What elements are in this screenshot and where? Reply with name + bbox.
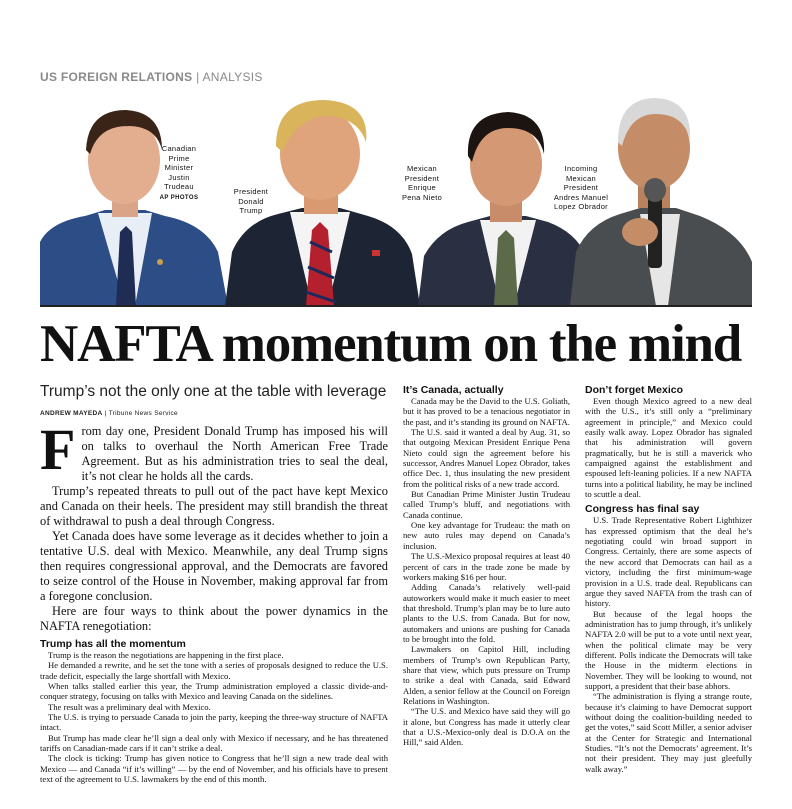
body-paragraph: The U.S. said it wanted a deal by Aug. 31, so that outgoing Mexican President Enrique Pena Nieto could sign the agreement before his successor, Andres Manuel Lopez Obrador, takes office Dec. 1, thus insulating the new president from the political risks of a new trade accord. bbox=[403, 427, 570, 489]
caption-line: Justin bbox=[168, 172, 190, 182]
body-paragraph: “The U.S. and Mexico have said they will go it alone, but Congress has made it utterly clear that a U.S.-Mexico-only deal is D.O.A on the Hill,” said Alden. bbox=[403, 706, 570, 748]
caption-line: Mexican bbox=[406, 164, 438, 173]
subhead: It’s Canada, actually bbox=[403, 384, 504, 396]
body-paragraph: One key advantage for Trudeau: the math on new auto rules may depend on Canada’s inclusion. bbox=[403, 520, 570, 551]
caption-pena-nieto bbox=[396, 164, 448, 202]
caption-line: Prime bbox=[168, 153, 190, 163]
section-name: US FOREIGN RELATIONS bbox=[40, 70, 193, 84]
section-divider: | bbox=[196, 70, 200, 84]
byline bbox=[40, 410, 178, 417]
body-paragraph: When talks stalled earlier this year, the Trump administration employed a classic divide-and-conquer strategy, focusing on talks with Mexico and leaving Canada on the sidelines. bbox=[40, 681, 388, 702]
body-paragraph: But Canadian Prime Minister Justin Trudeau called Trump’s bluff, and negotiations with Canada continue. bbox=[403, 489, 570, 520]
body-paragraph: U.S. Trade Representative Robert Lighthizer has expressed optimism that the deal he’s negotiating could win broad support in Congress. Certainly, there are some aspects of the new accord that Democrats can hail as a victory, including the first minimum-wage provision in a U.S. trade deal. Republicans can argue they saved NAFTA from the trash can of history. bbox=[585, 515, 752, 609]
caption-line: President bbox=[563, 183, 599, 192]
subhead: Congress has final say bbox=[585, 503, 700, 516]
body-paragraph: Even though Mexico agreed to a new deal with the U.S., it’s still only a “preliminary agreement in principle,” and Mexico could easily walk away. Lopez Obrador has signaled that his administration will govern pragmatically, but he is still a maverick who campaigned against the establishment and espoused left-leaning policies. If a new NAFTA turns into a political liability, he may be inclined to scuttle a deal. bbox=[585, 396, 752, 500]
lead-paragraph: Yet Canada does have some leverage as it decides whether to join a tentative U.S. deal with Mexico. Meanwhile, any deal Trump signs then requires congressional approval, and the Democrats are favored to seize control of the House in November, making approval far from a foregone conclusion. bbox=[40, 529, 388, 603]
caption-line: Trudeau bbox=[164, 182, 194, 191]
deck: Trump’s not the only one at the table with leverage bbox=[40, 383, 387, 400]
photo-strip bbox=[40, 92, 752, 306]
subhead: Trump has all the momentum bbox=[40, 638, 186, 650]
body-paragraph: But because of the legal hoops the administration has to jump through, it’s unlikely NAFTA 2.0 will be put to a vote until next year, when the political climate may be very different. Polls indicate the Democrats will take the House in the midterm elections in November. They will be looking to wound, not support, a president that their base abhors. bbox=[585, 608, 752, 691]
caption-line: Trump bbox=[239, 206, 263, 215]
body-paragraph: The U.S.-Mexico proposal requires at least 40 percent of cars in the trade zone be made by workers making $16 per hour. bbox=[403, 551, 570, 582]
column-mexico-congress bbox=[585, 384, 752, 774]
body-paragraph: But Trump has made clear he’ll sign a deal only with Mexico if necessary, and he has threatened tariffs on Canadian-made cars if it can’t strike a deal. bbox=[40, 732, 388, 754]
caption-trudeau bbox=[154, 144, 204, 203]
byline-divider: | bbox=[104, 410, 107, 417]
body-paragraph: The result was a preliminary deal with Mexico. bbox=[48, 701, 211, 712]
caption-line: Incoming bbox=[564, 164, 598, 173]
lead-paragraph: Trump’s repeated threats to pull out of the pact have kept Mexico and Canada on their heels. The president may still brandish the threat of withdrawal to push a deal through Congress. bbox=[40, 484, 388, 528]
lead-paragraph-text: rom day one, President Donald Trump has imposed his will on talks to overhaul the North American Free Trade Agreement. But as his administration tries to seal the deal, it’s not clear he holds all the cards. bbox=[81, 424, 388, 483]
body-paragraph: He demanded a rewrite, and he set the tone with a series of proposals designed to reduce the U.S. trade deficit, especially the large shortfall with Mexico. bbox=[40, 660, 388, 681]
body-paragraph: The clock is ticking: Trump has given notice to Congress that he’ll sign a new trade deal with Mexico — and Canada “if it’s willing” — by the end of November, and his officials have to present text of the agreement to U.S. lawmakers by the end of this month. bbox=[40, 753, 388, 785]
body-paragraph: “The administration is flying a strange route, because it’s claiming to have Democrat support without doing the coalition-building needed to get the votes,” said Scott Miller, a senior adviser at the Center for Strategic and International Studies. “It’s not the Democrats’ agreement. It’s not their president. They may just gleefully walk away.” bbox=[585, 691, 752, 774]
caption-line: Pena Nieto bbox=[401, 192, 443, 202]
caption-line: Lopez Obrador bbox=[554, 202, 608, 211]
body-paragraph: Adding Canada’s relatively well-paid autoworkers would make it much easier to meet that threshold. Trump’s plan may be to lure auto plants to the U.S. from Canada. But for now, automakers and unions are pushing for Canada to be brought into the fold. bbox=[403, 582, 570, 644]
section-kind: ANALYSIS bbox=[202, 70, 263, 84]
column-canada bbox=[403, 384, 570, 748]
body-paragraph: Canada may be the David to the U.S. Goliath, but it has proved to be a tenacious negotiator in the past, and it’s standing its ground on NAFTA. bbox=[403, 396, 570, 427]
headline: NAFTA momentum on the mind bbox=[40, 315, 742, 373]
body-paragraph: Trump is the reason the negotiations are happening in the first place. bbox=[48, 650, 284, 660]
caption-lopez-obrador bbox=[548, 164, 614, 212]
caption-line: President bbox=[233, 187, 269, 196]
caption-line: Andres Manuel bbox=[553, 192, 609, 202]
lead-paragraph bbox=[40, 417, 388, 484]
caption-trump bbox=[226, 187, 276, 216]
caption-line: Donald bbox=[238, 196, 264, 206]
column-momentum bbox=[40, 638, 388, 784]
photo-rule bbox=[40, 305, 752, 307]
byline-author: ANDREW MAYEDA bbox=[40, 410, 103, 417]
caption-line: Minister bbox=[164, 163, 194, 172]
section-label bbox=[40, 70, 263, 84]
caption-line: Enrique bbox=[408, 183, 436, 192]
lead-paragraph: Here are four ways to think about the power dynamics in the NAFTA renegotiation: bbox=[40, 604, 388, 633]
body-paragraph: The U.S. is trying to persuade Canada to join the party, keeping the three-way structure of NAFTA intact. bbox=[40, 712, 388, 733]
photo-credit: AP PHOTOS bbox=[159, 194, 199, 201]
caption-line: President bbox=[404, 173, 440, 183]
subhead: Don’t forget Mexico bbox=[585, 384, 684, 396]
byline-service: Tribune News Service bbox=[108, 410, 178, 417]
lead-text bbox=[40, 417, 388, 634]
dropcap: F bbox=[40, 417, 76, 482]
caption-line: Mexican bbox=[565, 173, 597, 183]
caption-line: Canadian bbox=[161, 144, 197, 153]
body-paragraph: Lawmakers on Capitol Hill, including members of Trump’s own Republican Party, share that view, which puts pressure on Trump to strike a deal with Canada, said Edward Alden, a senior fellow at the Council on Foreign Relations in Washington. bbox=[403, 644, 570, 706]
